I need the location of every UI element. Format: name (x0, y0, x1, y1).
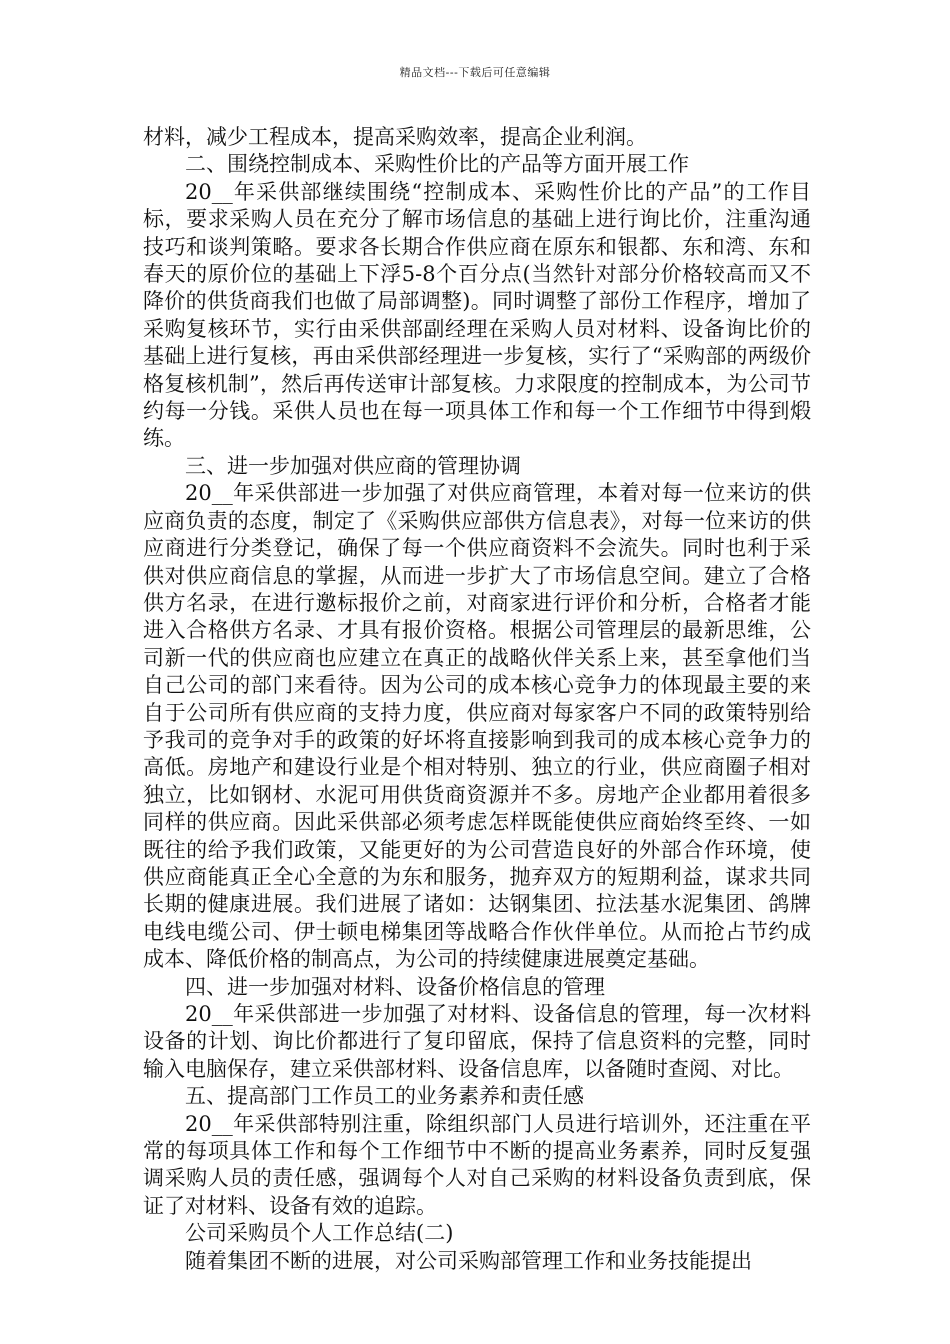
document-subtitle: 公司采购员个人工作总结(二) (185, 1221, 454, 1246)
paragraph-section-3: 20__年采供部进一步加强了对供应商管理，本着对每一位来访的供应商负责的态度，制定了《采购供应部供方信息表》，对每一位来访的供应商进行分类登记，确保了每一个供应商资料不会流失。同时也利于采供对供应商信息的掌握，从而进一步扩大了市场信息空间。建立了合格供方名录，在进行邀标报价之前，对商家进行评价和分析，合格者才能进入合格供方名录、才具有报价资格。根据公司管理层的最新思维，公司新一代的供应商也应建立在真正的战略伙伴关系上来，甚至拿他们当自己公司的部门来看待。因为公司的成本核心竞争力的体现最主要的来自于公司所有供应商的支持力度，供应商对每家客户不同的政策特别给予我司的竞争对手的政策的好坏将直接影响到我司的成本核心竞争力的高低。房地产和建设行业是个相对特别、独立的行业，供应商圈子相对独立，比如钢材、水泥可用供货商资源并不多。房地产企业都用着很多同样的供应商。因此采供部必须考虑怎样既能使供应商始终至终、一如既往的给予我们政策，又能更好的为公司营造良好的外部合作环境，使供应商能真正全心全意的为东和服务，抛弃双方的短期利益，谋求共同长期的健康进展。我们进展了诸如：达钢集团、拉法基水泥集团、鸽牌电线电缆公司、伊士顿电梯集团等战略合作伙伴单位。从而抢占节约成成本、降低价格的制高点，为公司的持续健康进展奠定基础。 (143, 481, 811, 972)
page-header: 精品文档---下载后可任意编辑 (399, 66, 551, 79)
paragraph-1: 材料，减少工程成本，提高采购效率，提高企业利润。 (143, 125, 647, 149)
section-heading-3: 三、进一步加强对供应商的管理协调 (185, 453, 521, 478)
document-body (143, 124, 811, 1275)
paragraph-section-2: 20__年采供部继续围绕“控制成本、采购性价比的产品”的工作目标，要求采购人员在充分了解市场信息的基础上进行询比价，注重沟通技巧和谈判策略。要求各长期合作供应商在原东和银都、东和湾、东和春天的原价位的基础上下浮5-8个百分点(当然针对部分价格较高而又不降价的供货商我们也做了局部调整)。同时调整了部份工作程序，增加了采购复核环节，实行由采供部副经理在采购人员对材料、设备询比价的基础上进行复核，再由采供部经理进一步复核，实行了“采购部的两级价格复核机制”，然后再传送审计部复核。力求限度的控制成本，为公司节约每一分钱。采供人员也在每一项具体工作和每一个工作细节中得到煅练。 (143, 179, 811, 451)
paragraph-summary-2-start: 随着集团不断的进展，对公司采购部管理工作和业务技能提出 (185, 1248, 752, 1273)
paragraph-section-4: 20__年采供部进一步加强了对材料、设备信息的管理，每一次材料设备的计划、询比价都进行了复印留底，保持了信息资料的完整，同时输入电脑保存，建立采供部材料、设备信息库，以备随时查阅、对比。 (143, 1002, 811, 1081)
section-heading-5: 五、提高部门工作员工的业务素养和责任感 (185, 1084, 584, 1109)
section-heading-4: 四、进一步加强对材料、设备价格信息的管理 (185, 974, 605, 999)
paragraph-section-5: 20__年采供部特别注重，除组织部门人员进行培训外，还注重在平常的每项具体工作和每个工作细节中不断的提高业务素养，同时反复强调采购人员的责任感，强调每个人对自己采购的材料设备负责到底，保证了对材料、设备有效的追踪。 (143, 1111, 811, 1218)
section-heading-2: 二、围绕控制成本、采购性价比的产品等方面开展工作 (185, 152, 689, 177)
